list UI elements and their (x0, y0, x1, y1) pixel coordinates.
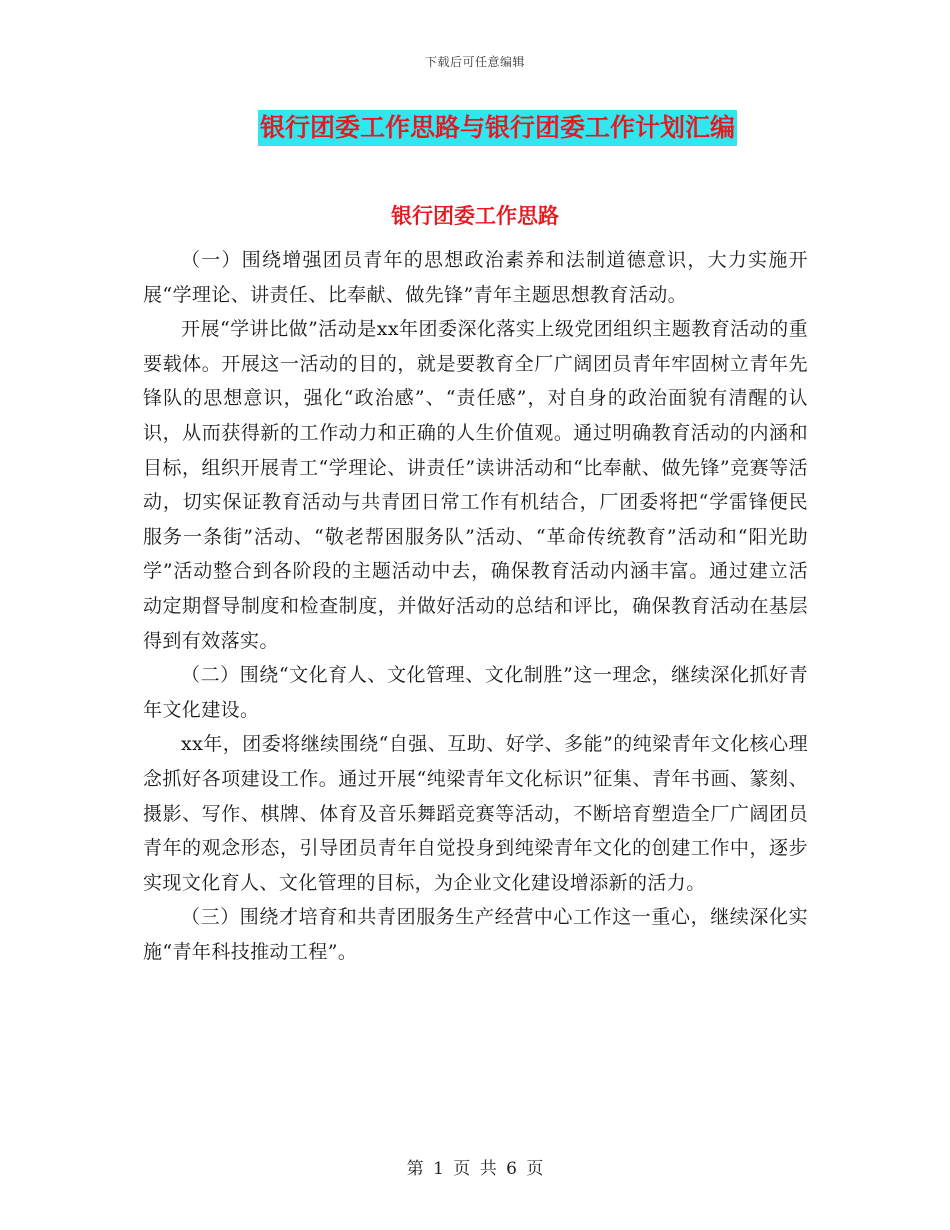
paragraph-3: （二）围绕“文化育人、文化管理、文化制胜”这一理念，继续深化抓好青年文化建设。 (143, 664, 808, 721)
page-footer: 第 1 页 共 6 页 (406, 1159, 544, 1179)
paragraph-5: （三）围绕才培育和共青团服务生产经营中心工作这一重心，继续深化实施“青年科技推动工程”。 (143, 906, 808, 963)
paragraph-4: xx年，团委将继续围绕“自强、互助、好学、多能”的纯梁青年文化核心理念抓好各项建设工作。通过开展“纯梁青年文化标识”征集、青年书画、篆刻、摄影、写作、棋牌、体育及音乐舞蹈竞赛等活动，不断培育塑造全厂广阔团员青年的观念形态，引导团员青年自觉投身到纯梁青年文化的创建工作中，逐步实现文化育人、文化管理的目标，为企业文化建设增添新的活力。 (143, 733, 808, 894)
paragraph-2: 开展“学讲比做”活动是xx年团委深化落实上级党团组织主题教育活动的重要载体。开展这一活动的目的，就是要教育全厂广阔团员青年牢固树立青年先锋队的思想意识，强化“政治感”、“责任感”，对自身的政治面貌有清醒的认识，从而获得新的工作动力和正确的人生价值观。通过明确教育活动的内涵和目标，组织开展青工“学理论、讲责任”读讲活动和“比奉献、做先锋”竞赛等活动，切实保证教育活动与共青团日常工作有机结合，厂团委将把“学雷锋便民服务一条街”活动、“敬老帮困服务队”活动、“革命传统教育”活动和“阳光助学”活动整合到各阶段的主题活动中去，确保教育活动内涵丰富。通过建立活动定期督导制度和检查制度，并做好活动的总结和评比，确保教育活动在基层得到有效落实。 (143, 318, 808, 652)
paragraph-1: （一）围绕增强团员青年的思想政治素养和法制道德意识，大力实施开展“学理论、讲责任、比奉献、做先锋”青年主题思想教育活动。 (143, 249, 808, 306)
document-title-wrap (0, 110, 950, 146)
section-title: 银行团委工作思路 (391, 204, 559, 228)
header-note: 下载后可任意编辑 (424, 55, 525, 69)
document-body (143, 243, 808, 969)
document-title: 银行团委工作思路与银行团委工作计划汇编 (258, 110, 737, 146)
